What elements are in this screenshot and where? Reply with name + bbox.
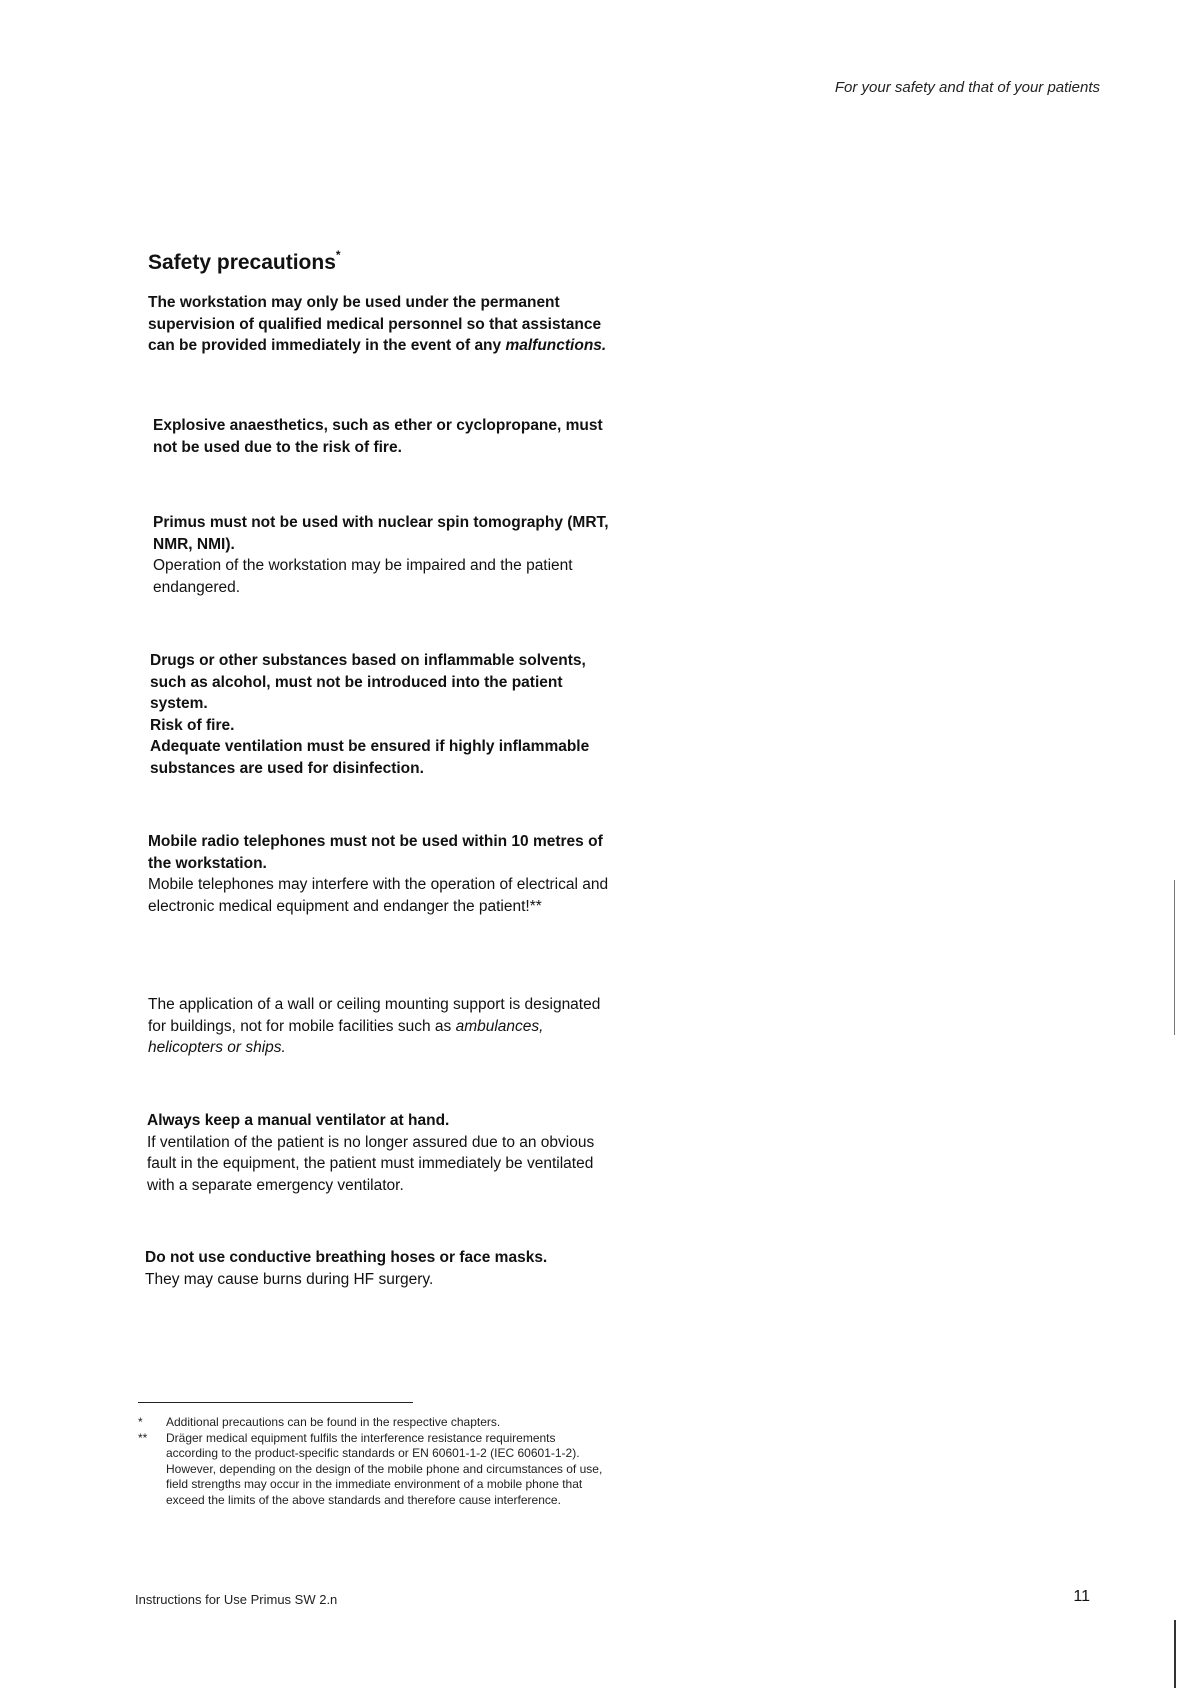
page-number: 11 — [1073, 1588, 1090, 1605]
precaution-body-text: They may cause burns during HF surgery. — [145, 1270, 434, 1288]
section-title — [148, 250, 341, 275]
precaution-body-text: Operation of the workstation may be impaired and the patient endangered. — [153, 557, 573, 596]
precaution-body-text: Mobile telephones may interfere with the operation of electrical and electronic medical equipment and endanger the patient!** — [148, 876, 609, 915]
footnote-text: Additional precautions can be found in the respective chapters. — [166, 1415, 501, 1429]
precaution-body-text: If ventilation of the patient is no longer assured due to an obvious fault in the equipment, the patient must immediately be ventilated with a separate emergency ventilator. — [147, 1133, 595, 1194]
precaution-bold-text: Mobile radio telephones must not be used within 10 metres of the workstation. — [148, 833, 603, 872]
footnotes — [138, 1415, 608, 1508]
precaution-bold-text: The workstation may only be used under the permanent supervision of qualified medical personnel so that assistance can be provided immediately in the event of any — [148, 294, 602, 354]
document-title: Instructions for Use Primus SW 2.n — [135, 1592, 338, 1607]
precaution-text — [148, 292, 618, 357]
footnote-mark: * — [138, 1415, 143, 1429]
precaution-supervision — [148, 292, 618, 357]
precaution-body-text: The application of a wall or ceiling mounting support is designated for buildings, not for mobile facilities such as — [148, 996, 601, 1035]
precaution-bold-text: Do not use conductive breathing hoses or face masks. — [145, 1249, 548, 1266]
precaution-italic-text: malfunctions. — [505, 337, 607, 354]
precaution-conductive-hoses — [145, 1247, 615, 1290]
precaution-bold-text: Explosive anaesthetics, such as ether or cyclopropane, must not be used due to the risk of fire. — [153, 417, 603, 456]
footnote-mark: ** — [138, 1430, 148, 1445]
precaution-italic-text: ambulances, helicopters or ships. — [148, 1017, 544, 1056]
precaution-bold-text: Drugs or other substances based on inflammable solvents, such as alcohol, must not be introduced into the patient system. — [150, 652, 586, 712]
footnote-text: Dräger medical equipment fulfils the interference resistance requirements according to the product-specific standards or EN 60601-1-2 (IEC 60601-1-2). However, depending on the design of the mobile phone and circumstances of use, field strengths may occur in the immediate environment of a mobile phone that exceed the limits of the above standards and therefore cause interference. — [166, 1430, 603, 1507]
footnote-item — [138, 1415, 608, 1431]
scan-edge-artifact — [1174, 1620, 1176, 1688]
footnote-mark: * — [335, 248, 341, 262]
precaution-bold-text: Primus must not be used with nuclear spin tomography (MRT, NMR, NMI). — [153, 514, 609, 553]
precaution-explosive-anaesthetics — [153, 415, 623, 458]
precaution-bold-text: Adequate ventilation must be ensured if highly inflammable substances are used for disinfection. — [150, 738, 590, 777]
section-title-text: Safety precautions — [148, 251, 336, 274]
scan-edge-artifact — [1174, 880, 1175, 1035]
precaution-inflammable-drugs — [150, 650, 610, 779]
precaution-bold-text: Always keep a manual ventilator at hand. — [147, 1112, 450, 1129]
precaution-manual-ventilator — [147, 1110, 617, 1196]
footnote-item — [138, 1431, 608, 1509]
precaution-mounting-support — [148, 994, 618, 1059]
running-header: For your safety and that of your patients — [834, 79, 1100, 96]
precaution-mobile-phones — [148, 831, 618, 917]
precaution-text — [148, 994, 618, 1059]
precaution-bold-text: Risk of fire. — [150, 716, 235, 734]
footnote-divider — [138, 1402, 413, 1403]
precaution-nuclear-spin — [153, 512, 623, 598]
